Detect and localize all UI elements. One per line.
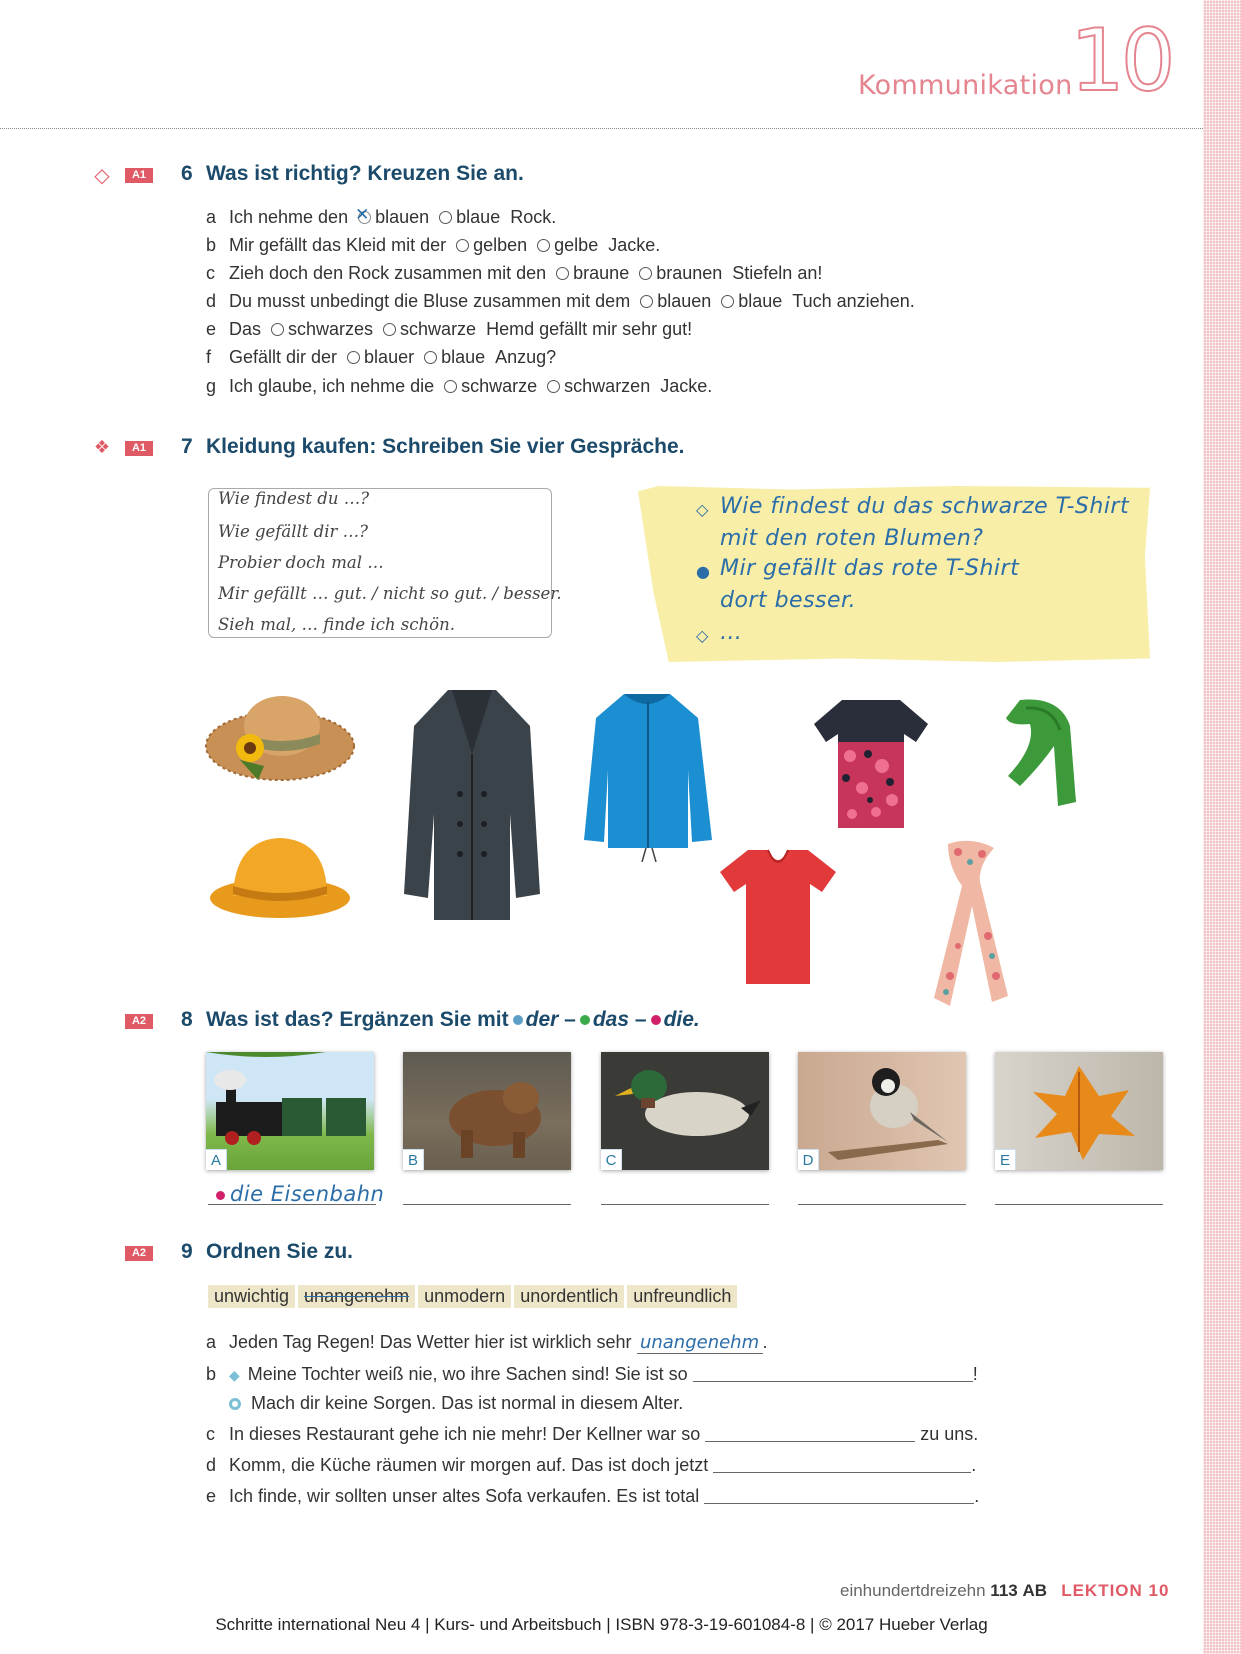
answer-text: die Eisenbahn bbox=[230, 1182, 385, 1206]
option-radio[interactable] bbox=[639, 267, 652, 280]
phrase: Wie gefällt dir …? bbox=[218, 522, 368, 541]
option-label: blaue bbox=[456, 207, 501, 227]
diamond-outline-icon: ◇ bbox=[696, 626, 709, 645]
item-text: In dieses Restaurant gehe ich nie mehr! Der Kellner war so bbox=[229, 1424, 701, 1444]
answer-field[interactable] bbox=[704, 1486, 974, 1504]
item-text: Ich finde, wir sollten unser altes Sofa verkaufen. Es ist total bbox=[229, 1486, 700, 1506]
option-radio[interactable] bbox=[347, 351, 360, 364]
photo-label: C bbox=[601, 1149, 622, 1170]
section-title: Kommunikation bbox=[858, 70, 1073, 101]
item-text: Jacke. bbox=[660, 376, 713, 396]
diamond-outline-icon: ◇ bbox=[94, 163, 110, 187]
option-label: schwarze bbox=[461, 376, 538, 396]
item-text: Du musst unbedingt die Bluse zusammen mit dem bbox=[229, 291, 631, 311]
lesson-label: LEKTION 10 bbox=[1061, 1581, 1170, 1600]
photo-leaf bbox=[995, 1052, 1163, 1170]
article-die: die. bbox=[663, 1008, 700, 1031]
option-radio[interactable] bbox=[444, 380, 457, 393]
level-badge: A1 bbox=[125, 168, 153, 183]
page-footer bbox=[840, 1581, 1169, 1601]
exercise-6-item bbox=[206, 347, 556, 368]
dot-icon: ● bbox=[696, 562, 710, 581]
phrase: Probier doch mal … bbox=[218, 553, 384, 572]
yellow-hat-picture bbox=[205, 830, 355, 922]
item-text: Stiefeln an! bbox=[732, 263, 823, 283]
word-chip: unordentlich bbox=[514, 1285, 624, 1308]
exercise-number: 8 bbox=[181, 1008, 193, 1031]
word-chip: unmodern bbox=[418, 1285, 511, 1308]
dialog-line: … bbox=[720, 620, 743, 645]
article-der: der bbox=[525, 1008, 559, 1031]
option-radio[interactable] bbox=[271, 323, 284, 336]
option-radio[interactable] bbox=[721, 295, 734, 308]
imprint: Schritte international Neu 4 | Kurs- und Arbeitsbuch | ISBN 978-3-19-601084-8 | © 2017 Hueber Verlag bbox=[215, 1615, 988, 1634]
exercise-title: Ordnen Sie zu. bbox=[206, 1240, 354, 1263]
section-code: AB bbox=[1022, 1581, 1048, 1600]
green-dot-icon bbox=[580, 1015, 590, 1025]
exercise-title: Kleidung kaufen: Schreiben Sie vier Gespräche. bbox=[206, 435, 685, 458]
decorative-margin-stripe bbox=[1203, 0, 1241, 1654]
item-letter: d bbox=[206, 1455, 217, 1475]
item-e bbox=[206, 1486, 979, 1507]
header-divider bbox=[0, 128, 1203, 129]
dialog-line: Mir gefällt das rote T-Shirt bbox=[720, 556, 1020, 581]
answer-line bbox=[208, 1204, 376, 1205]
item-text: zu uns. bbox=[920, 1424, 979, 1444]
exercise-number: 6 bbox=[181, 162, 193, 185]
circle-icon bbox=[229, 1398, 241, 1410]
photo-train bbox=[206, 1052, 374, 1170]
item-text: Meine Tochter weiß nie, wo ihre Sachen sind! Sie ist so bbox=[247, 1364, 688, 1384]
item-letter: a bbox=[206, 1332, 217, 1352]
level-badge: A1 bbox=[125, 441, 153, 456]
word-chip-used: unangenehm bbox=[298, 1285, 415, 1308]
option-radio[interactable] bbox=[383, 323, 396, 336]
photo-duck bbox=[601, 1052, 769, 1170]
option-label: blauer bbox=[364, 347, 415, 367]
article-das: das bbox=[592, 1008, 630, 1031]
checked-radio[interactable] bbox=[358, 211, 371, 224]
option-label: gelben bbox=[473, 235, 528, 255]
exercise-6-item bbox=[206, 376, 712, 397]
dialog-line: mit den roten Blumen? bbox=[720, 526, 984, 551]
option-label: gelbe bbox=[554, 235, 599, 255]
page-number: 113 bbox=[990, 1581, 1018, 1600]
item-text: Mir gefällt das Kleid mit der bbox=[229, 235, 447, 255]
option-label: schwarzes bbox=[288, 319, 374, 339]
exercise-title bbox=[206, 1008, 700, 1032]
answer-field[interactable] bbox=[713, 1455, 971, 1473]
answer-a bbox=[216, 1182, 384, 1206]
word-chip: unfreundlich bbox=[627, 1285, 737, 1308]
item-text: Gefällt dir der bbox=[229, 347, 338, 367]
photo-label: A bbox=[206, 1149, 227, 1170]
item-b bbox=[206, 1364, 978, 1385]
option-label: schwarzen bbox=[564, 376, 651, 396]
diamond-filled-icon: ◆ bbox=[229, 1367, 240, 1383]
pink-dot-icon bbox=[651, 1015, 661, 1025]
exercise-6-item bbox=[206, 235, 660, 256]
option-radio[interactable] bbox=[547, 380, 560, 393]
blue-jacket-picture bbox=[580, 690, 715, 862]
item-text: Ich nehme den bbox=[229, 207, 349, 227]
answer-field[interactable] bbox=[693, 1364, 973, 1382]
option-label: braunen bbox=[656, 263, 723, 283]
photo-bird bbox=[798, 1052, 966, 1170]
photo-bear bbox=[403, 1052, 571, 1170]
exercise-6-item bbox=[206, 263, 822, 284]
item-text: Jacke. bbox=[608, 235, 661, 255]
red-tshirt-picture bbox=[718, 846, 838, 988]
option-radio[interactable] bbox=[556, 267, 569, 280]
item-letter: e bbox=[206, 319, 217, 339]
word-chip: unwichtig bbox=[208, 1285, 295, 1308]
option-radio[interactable] bbox=[439, 211, 452, 224]
phrase: Mir gefällt … gut. / nicht so gut. / besser. bbox=[218, 584, 562, 603]
exercise-number: 7 bbox=[181, 435, 193, 458]
item-letter: c bbox=[206, 1424, 215, 1444]
item-b-reply bbox=[229, 1393, 683, 1414]
level-badge: A2 bbox=[125, 1246, 153, 1261]
item-text: . bbox=[974, 1486, 980, 1506]
item-letter: c bbox=[206, 263, 215, 283]
item-a bbox=[206, 1332, 768, 1354]
exercise-6-item bbox=[206, 319, 692, 340]
option-label: blauen bbox=[657, 291, 712, 311]
pink-dot-icon bbox=[216, 1191, 225, 1200]
dark-coat-picture bbox=[398, 684, 546, 929]
item-d bbox=[206, 1455, 976, 1476]
item-letter: b bbox=[206, 235, 217, 255]
item-text: Jeden Tag Regen! Das Wetter hier ist wirklich sehr bbox=[229, 1332, 632, 1352]
item-letter: f bbox=[206, 347, 212, 367]
answer-field[interactable] bbox=[705, 1424, 915, 1442]
item-text: Tuch anziehen. bbox=[792, 291, 915, 311]
exercise-number: 9 bbox=[181, 1240, 193, 1263]
item-text: Hemd gefällt mir sehr gut! bbox=[486, 319, 693, 339]
option-radio[interactable] bbox=[456, 239, 469, 252]
dash: – bbox=[564, 1008, 576, 1031]
item-text: Mach dir keine Sorgen. Das ist normal in diesem Alter. bbox=[251, 1393, 684, 1413]
item-letter: b bbox=[206, 1364, 217, 1384]
phrase: Wie findest du …? bbox=[218, 489, 370, 508]
photo-label: E bbox=[995, 1149, 1016, 1170]
exercise-6-item bbox=[206, 207, 556, 228]
green-scarf-picture bbox=[1000, 696, 1080, 812]
item-text: Das bbox=[229, 319, 262, 339]
page-word: einhundertdreizehn bbox=[840, 1581, 986, 1600]
answer-line bbox=[798, 1204, 966, 1205]
item-letter: d bbox=[206, 291, 217, 311]
option-label: schwarze bbox=[400, 319, 477, 339]
diamond-outline-icon: ◇ bbox=[696, 500, 709, 519]
answer-line bbox=[403, 1204, 571, 1205]
option-label: blaue bbox=[738, 291, 783, 311]
answer-field[interactable]: unangenehm bbox=[637, 1332, 763, 1354]
answer-line bbox=[995, 1204, 1163, 1205]
option-radio[interactable] bbox=[537, 239, 550, 252]
diamond-filled-icon: ❖ bbox=[93, 437, 111, 458]
option-label: blaue bbox=[441, 347, 486, 367]
dialog-line: dort besser. bbox=[720, 588, 857, 613]
item-letter: g bbox=[206, 376, 217, 396]
phrase: Sieh mal, … finde ich schön. bbox=[218, 615, 455, 634]
dialog-line: Wie findest du das schwarze T-Shirt bbox=[720, 494, 1130, 519]
option-radio[interactable] bbox=[424, 351, 437, 364]
item-letter: e bbox=[206, 1486, 217, 1506]
item-text: ! bbox=[972, 1364, 978, 1384]
dash: – bbox=[634, 1008, 647, 1031]
item-text: Anzug? bbox=[495, 347, 557, 367]
floral-neckerchief-picture bbox=[928, 836, 1014, 1016]
option-label: blauen bbox=[375, 207, 430, 227]
item-text: Rock. bbox=[510, 207, 557, 227]
blue-dot-icon bbox=[513, 1015, 523, 1025]
item-text: Komm, die Küche räumen wir morgen auf. Das ist doch jetzt bbox=[229, 1455, 709, 1475]
lesson-number: 10 bbox=[1070, 11, 1172, 111]
exercise-6-item bbox=[206, 291, 915, 312]
item-text: Zieh doch den Rock zusammen mit den bbox=[229, 263, 547, 283]
photo-label: D bbox=[798, 1149, 819, 1170]
item-text: . bbox=[762, 1332, 768, 1352]
item-c bbox=[206, 1424, 978, 1445]
floral-tshirt-picture bbox=[812, 696, 930, 832]
exercise-title: Was ist richtig? Kreuzen Sie an. bbox=[206, 162, 524, 185]
item-text: Ich glaube, ich nehme die bbox=[229, 376, 435, 396]
exercise-title-text: Was ist das? Ergänzen Sie mit bbox=[206, 1008, 509, 1031]
option-label: braune bbox=[573, 263, 630, 283]
answer-line bbox=[601, 1204, 769, 1205]
straw-hat-picture bbox=[200, 684, 360, 794]
photo-label: B bbox=[403, 1149, 424, 1170]
level-badge: A2 bbox=[125, 1014, 153, 1029]
item-text: . bbox=[971, 1455, 977, 1475]
item-letter: a bbox=[206, 207, 217, 227]
option-radio[interactable] bbox=[640, 295, 653, 308]
word-bank bbox=[208, 1285, 740, 1308]
